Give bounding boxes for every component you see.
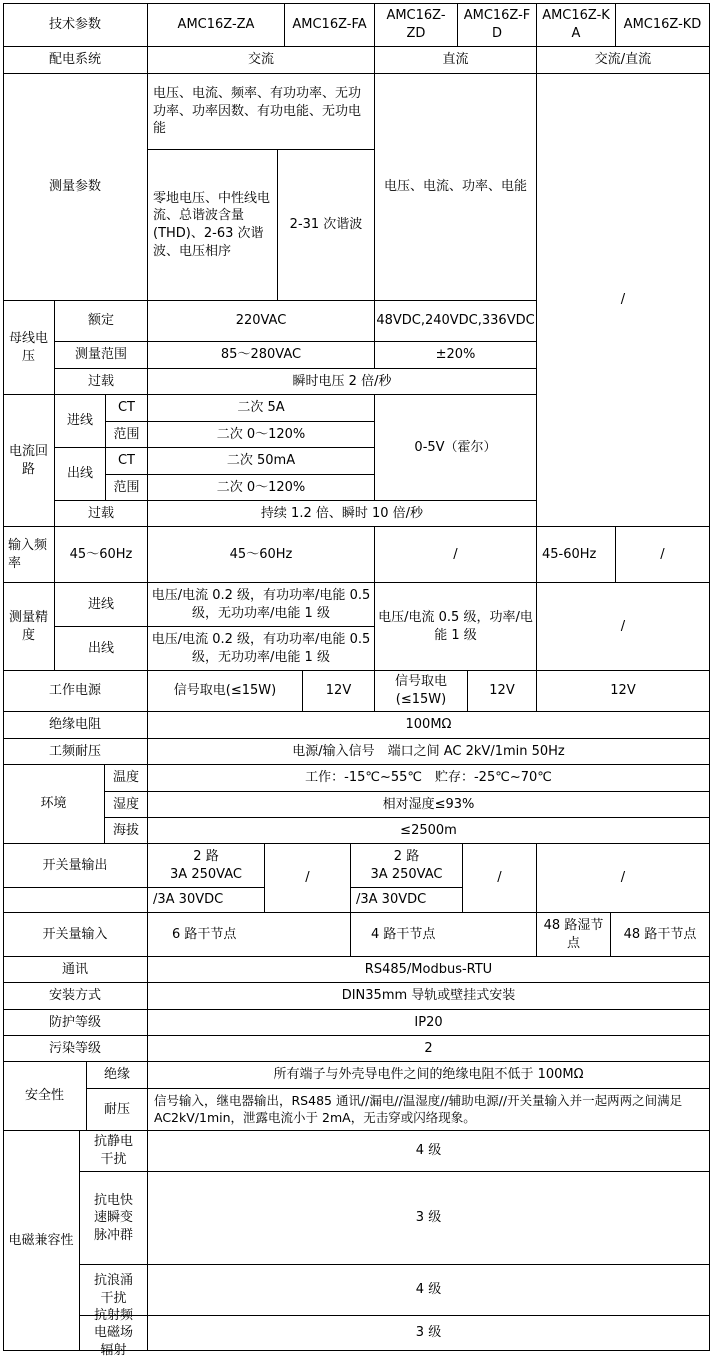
current-overload-label: 过载 xyxy=(55,501,148,527)
pollution-label: 污染等级 xyxy=(3,1036,148,1062)
current-in-ct-label: CT xyxy=(106,395,148,422)
k-series-na: / xyxy=(537,74,710,527)
distribution-acdc: 交流/直流 xyxy=(537,47,710,74)
bus-rated-ac: 220VAC xyxy=(148,301,375,342)
switch-output-label: 开关量输出 xyxy=(3,844,148,888)
install-label: 安装方式 xyxy=(3,983,148,1010)
header-label: 技术参数 xyxy=(3,3,148,47)
switch-output-zd-line2: 3A 250VAC xyxy=(370,866,443,882)
accuracy-label: 测量精度 xyxy=(3,583,55,671)
switch-output-za-line3: /3A 30VDC xyxy=(148,888,265,913)
bus-range-ac: 85～280VAC xyxy=(148,342,375,369)
power-k-12v: 12V xyxy=(537,671,710,712)
insulation-value: 100MΩ xyxy=(148,712,710,739)
current-overload: 持续 1.2 倍、瞬时 10 倍/秒 xyxy=(148,501,537,527)
emc-label: 电磁兼容性 xyxy=(3,1131,80,1351)
current-in-range: 二次 0～120% xyxy=(148,422,375,448)
frequency-ka: 45-60Hz xyxy=(537,527,616,583)
emc-item-value: 4 级 xyxy=(148,1265,710,1316)
switch-input-kd: 48 路干节点 xyxy=(611,913,710,957)
power-ac-signal: 信号取电(≤15W) xyxy=(148,671,303,712)
emc-item-value: 3 级 xyxy=(148,1316,710,1351)
measure-harmonic: 2-31 次谐波 xyxy=(278,150,375,301)
current-in-label: 进线 xyxy=(55,395,106,448)
safety-insulation: 所有端子与外壳导电件之间的绝缘电阻不低于 100MΩ xyxy=(148,1062,710,1089)
bus-range-label: 测量范围 xyxy=(55,342,148,369)
power-label: 工作电源 xyxy=(3,671,148,712)
switch-output-fd: / xyxy=(463,844,537,913)
safety-withstand: 信号输入，继电器输出，RS485 通讯//漏电//温湿度//辅助电源//开关量输入并一起两两之间满足 AC2kV/1min，泄露电流小于 2mA，无击穿或闪络现象。 xyxy=(148,1089,710,1131)
frequency-dc: / xyxy=(375,527,537,583)
frequency-fa: 45～60Hz xyxy=(148,527,375,583)
measure-ac-extra: 零地电压、中性线电流、总谐波含量(THD)、2-63 次谐波、电压相序 xyxy=(148,150,278,301)
bus-rated-label: 额定 xyxy=(55,301,148,342)
accuracy-in-ac: 电压/电流 0.2 级，有功功率/电能 0.5 级，无功功率/电能 1 级 xyxy=(148,583,375,627)
switch-output-k: / xyxy=(537,844,710,913)
switch-output-za-top xyxy=(148,844,265,888)
current-label: 电流回路 xyxy=(3,395,55,527)
model-kd: AMC16Z-KD xyxy=(616,3,710,47)
distribution-label: 配电系统 xyxy=(3,47,148,74)
switch-input-ka: 48 路湿节点 xyxy=(537,913,611,957)
env-temp: 工作：-15℃~55℃ 贮存：-25℃~70℃ xyxy=(148,765,710,792)
current-in-ct: 二次 5A xyxy=(148,395,375,422)
emc-item-label: 抗电快速瞬变脉冲群 xyxy=(80,1172,148,1265)
measure-ac-basic: 电压、电流、频率、有功功率、无功功率、功率因数、有功电能、无功电能 xyxy=(148,74,375,150)
bus-rated-dc: 48VDC,240VDC,336VDC xyxy=(375,301,537,342)
protection-label: 防护等级 xyxy=(3,1010,148,1036)
env-altitude: ≤2500m xyxy=(148,818,710,844)
current-in-range-label: 范围 xyxy=(106,422,148,448)
withstand-value: 电源/输入信号 端口之间 AC 2kV/1min 50Hz xyxy=(148,739,710,765)
withstand-label: 工频耐压 xyxy=(3,739,148,765)
safety-label: 安全性 xyxy=(3,1062,87,1131)
bus-range-dc: ±20% xyxy=(375,342,537,369)
model-zd: AMC16Z-ZD xyxy=(375,3,458,47)
pollution-value: 2 xyxy=(148,1036,710,1062)
emc-item-value: 4 级 xyxy=(148,1131,710,1172)
switch-output-zd-line3: /3A 30VDC xyxy=(351,888,463,913)
current-out-label: 出线 xyxy=(55,448,106,501)
bus-overload: 瞬时电压 2 倍/秒 xyxy=(148,369,537,395)
power-ac-12v: 12V xyxy=(303,671,375,712)
model-ka: AMC16Z-KA xyxy=(537,3,616,47)
switch-input-dc: 4 路干节点 xyxy=(351,913,537,957)
switch-output-fa: / xyxy=(265,844,351,913)
model-za: AMC16Z-ZA xyxy=(148,3,285,47)
install-value: DIN35mm 导轨或壁挂式安装 xyxy=(148,983,710,1010)
current-out-ct: 二次 50mA xyxy=(148,448,375,475)
accuracy-k: / xyxy=(537,583,710,671)
switch-output-za-line1: 2 路 xyxy=(193,848,219,864)
safety-withstand-label: 耐压 xyxy=(87,1089,148,1131)
switch-output-zd-top xyxy=(351,844,463,888)
switch-input-label: 开关量输入 xyxy=(3,913,148,957)
current-out-range: 二次 0～120% xyxy=(148,475,375,501)
switch-output-zd-line1: 2 路 xyxy=(393,848,420,864)
env-humidity-label: 湿度 xyxy=(105,792,148,818)
model-fd: AMC16Z-FD xyxy=(458,3,537,47)
accuracy-in-label: 进线 xyxy=(55,583,148,627)
env-humidity: 相对湿度≤93% xyxy=(148,792,710,818)
distribution-ac: 交流 xyxy=(148,47,375,74)
frequency-za: 45～60Hz xyxy=(55,527,148,583)
env-temp-label: 温度 xyxy=(105,765,148,792)
power-dc-signal: 信号取电(≤15W) xyxy=(375,671,468,712)
measure-dc: 电压、电流、功率、电能 xyxy=(375,74,537,301)
bus-overload-label: 过载 xyxy=(55,369,148,395)
comm-value: RS485/Modbus-RTU xyxy=(148,957,710,983)
emc-item-value: 3 级 xyxy=(148,1172,710,1265)
emc-item-label: 抗静电干扰 xyxy=(80,1131,148,1172)
switch-input-ac: 6 路干节点 xyxy=(148,913,351,957)
environment-label: 环境 xyxy=(3,765,105,844)
protection-value: IP20 xyxy=(148,1010,710,1036)
frequency-label: 输入频率 xyxy=(3,527,55,583)
measure-label: 测量参数 xyxy=(3,74,148,301)
frequency-kd: / xyxy=(616,527,710,583)
safety-insulation-label: 绝缘 xyxy=(87,1062,148,1089)
current-out-ct-label: CT xyxy=(106,448,148,475)
accuracy-out-ac: 电压/电流 0.2 级，有功功率/电能 0.5 级，无功功率/电能 1 级 xyxy=(148,627,375,671)
current-out-range-label: 范围 xyxy=(106,475,148,501)
accuracy-dc: 电压/电流 0.5 级，功率/电能 1 级 xyxy=(375,583,537,671)
bus-voltage-label: 母线电压 xyxy=(3,301,55,395)
comm-label: 通讯 xyxy=(3,957,148,983)
emc-item-label: 抗浪涌干扰 xyxy=(80,1265,148,1316)
emc-item-label: 抗射频电磁场辐射 xyxy=(80,1316,148,1351)
insulation-label: 绝缘电阻 xyxy=(3,712,148,739)
switch-output-label-blank xyxy=(3,888,148,913)
accuracy-out-label: 出线 xyxy=(55,627,148,671)
current-dc: 0-5V（霍尔） xyxy=(375,395,537,501)
power-dc-12v: 12V xyxy=(468,671,537,712)
env-altitude-label: 海拔 xyxy=(105,818,148,844)
model-fa: AMC16Z-FA xyxy=(285,3,375,47)
switch-output-za-line2: 3A 250VAC xyxy=(170,866,242,882)
distribution-dc: 直流 xyxy=(375,47,537,74)
